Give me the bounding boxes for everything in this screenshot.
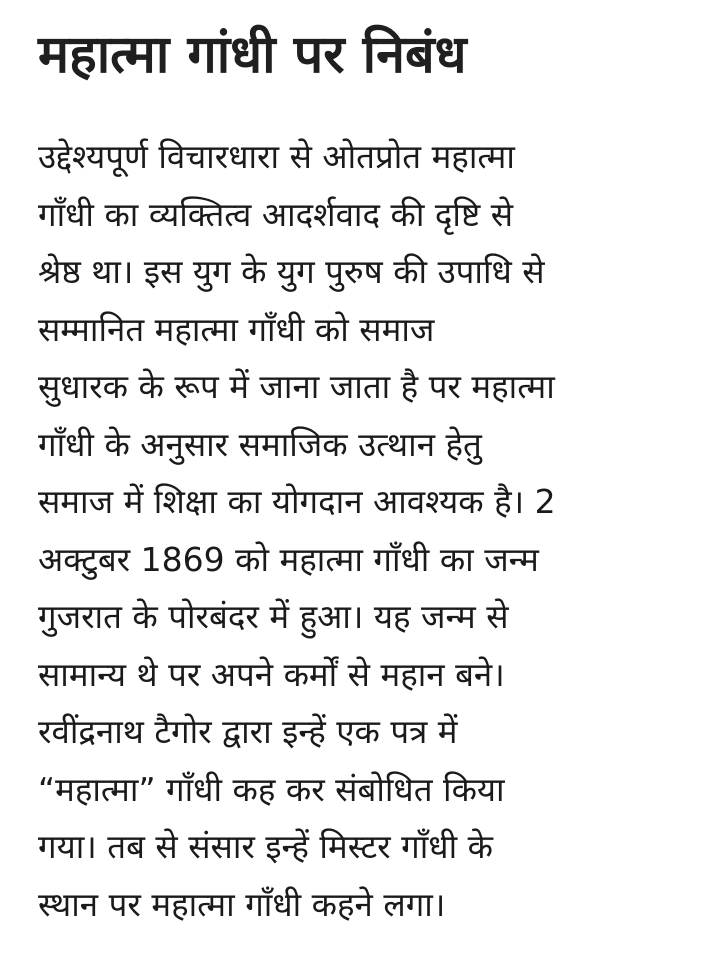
- body-line-4: सम्मानित महात्मा गाँधी को समाज: [38, 309, 435, 349]
- article-title: महात्मा गांधी पर निबंध: [38, 25, 467, 85]
- body-line-2: गाँधी का व्यक्तित्व आदर्शवाद की दृष्टि से: [38, 194, 514, 234]
- body-line-7: समाज में शिक्षा का योगदान आवश्यक है। 2: [38, 482, 556, 521]
- article-body: [38, 128, 683, 933]
- body-line-14: स्थान पर महात्मा गाँधी कहने लगा।: [38, 884, 446, 924]
- body-line-9: गुजरात के पोरबंदर में हुआ। यह जन्म से: [38, 597, 509, 636]
- body-line-8: अक्टुबर 1869 को महात्मा गाँधी का जन्म: [38, 539, 539, 579]
- body-line-13: गया। तब से संसार इन्हें मिस्टर गाँधी के: [38, 827, 493, 866]
- body-line-11: रवींद्रनाथ टैगोर द्वारा इन्हें एक पत्र में: [38, 712, 458, 751]
- body-line-6: गाँधी के अनुसार समाजिक उत्थान हेतु: [38, 424, 482, 464]
- body-line-12: “महात्मा” गाँधी कह कर संबोधित किया: [38, 769, 505, 809]
- body-line-3: श्रेष्ठ था। इस युग के युग पुरुष की उपाधि से: [38, 252, 545, 291]
- body-line-1: उद्देश्यपूर्ण विचारधारा से ओतप्रोत महात्मा: [38, 137, 515, 176]
- body-line-5: सुधारक के रूप में जाना जाता है पर महात्मा: [38, 367, 555, 406]
- body-line-10: सामान्य थे पर अपने कर्मों से महान बने।: [38, 654, 505, 694]
